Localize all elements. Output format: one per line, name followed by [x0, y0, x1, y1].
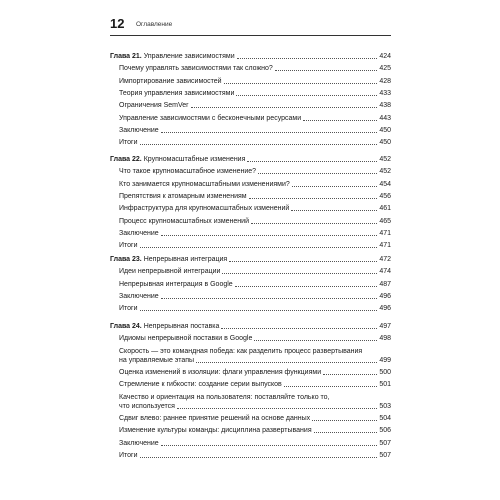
entry-page: 499 [379, 356, 391, 364]
entry-title: Заключение [119, 439, 159, 447]
entry-page: 450 [379, 127, 391, 135]
entry-page: 438 [379, 102, 391, 110]
dot-leader [236, 95, 377, 96]
entry-title: Итоги [119, 139, 138, 147]
entry-page: 428 [379, 77, 391, 85]
dot-leader [247, 161, 377, 162]
chapter-page: 472 [379, 256, 391, 263]
entry-title: Импортирование зависимостей [119, 77, 222, 85]
chapter-label: Глава 22. [110, 156, 142, 163]
toc-entry[interactable] [119, 89, 391, 98]
page-number: 12 [110, 16, 125, 31]
entry-title: Заключение [119, 230, 159, 238]
entry-page: 471 [379, 242, 391, 250]
toc-entry[interactable] [119, 439, 391, 448]
dot-leader [251, 223, 377, 224]
toc-entry[interactable] [119, 393, 391, 411]
entry-title: Итоги [119, 242, 138, 250]
chapter-page: 424 [379, 53, 391, 60]
entry-page: 452 [379, 168, 391, 176]
chapter-heading [110, 322, 219, 331]
entry-title: Идеи непрерывной интеграции [119, 268, 221, 276]
toc-entry[interactable] [119, 77, 391, 86]
dot-leader [196, 362, 377, 363]
chapter-title: Непрерывная интеграция [143, 256, 228, 263]
entry-title: Стремление к гибкости: создание серии выпусков [119, 381, 282, 389]
toc-entry[interactable] [119, 304, 391, 313]
entry-title: Препятствия к атомарным изменениям [119, 193, 247, 201]
entry-page: 501 [379, 381, 391, 389]
entry-title: Изменение культуры команды: дисциплина развертывания [119, 427, 312, 435]
dot-leader [161, 298, 378, 299]
entry-title: Инфраструктура для крупномасштабных изменений [119, 205, 290, 213]
entry-title: Ограничения SemVer [119, 102, 189, 110]
dot-leader [222, 273, 377, 274]
dot-leader [229, 261, 377, 262]
entry-page: 425 [379, 65, 391, 73]
chapter-label: Глава 23. [110, 256, 142, 263]
chapter-page: 497 [379, 323, 391, 330]
entry-title: Заключение [119, 127, 159, 135]
toc-entry[interactable] [119, 126, 391, 135]
toc-entry[interactable] [119, 426, 391, 435]
toc-entry[interactable] [119, 114, 391, 123]
chapter-title: Непрерывная поставка [143, 323, 220, 330]
dot-leader [291, 210, 377, 211]
toc-entry[interactable] [119, 267, 391, 276]
entry-title: Что такое крупномасштабное изменение? [119, 168, 257, 176]
dot-leader [161, 235, 378, 236]
entry-page: 450 [379, 139, 391, 147]
dot-leader [161, 132, 378, 133]
toc-chapter[interactable] [110, 52, 391, 61]
chapter-title: Управление зависимостями [143, 53, 235, 60]
dot-leader [258, 173, 377, 174]
entry-page: 507 [379, 439, 391, 447]
entry-page: 506 [379, 427, 391, 435]
toc-entry[interactable] [119, 180, 391, 189]
chapter-page: 452 [379, 156, 391, 163]
toc-entry[interactable] [119, 451, 391, 460]
entry-page: 496 [379, 293, 391, 301]
toc-entry[interactable] [119, 204, 391, 213]
chapter-heading [110, 155, 245, 164]
dot-leader [303, 120, 377, 121]
toc-chapter[interactable] [110, 255, 391, 264]
entry-page: 504 [379, 415, 391, 423]
entry-title: Непрерывная интеграция в Google [119, 280, 233, 288]
toc-chapter[interactable] [110, 322, 391, 331]
chapter-label: Глава 24. [110, 323, 142, 330]
entry-page: 471 [379, 230, 391, 238]
entry-title-line1: Качество и ориентация на пользователя: поставляйте только то, [119, 393, 330, 401]
toc-entry[interactable] [119, 241, 391, 250]
toc-entry[interactable] [119, 64, 391, 73]
toc-entry[interactable] [119, 380, 391, 389]
toc-entry[interactable] [119, 101, 391, 110]
entry-page: 433 [379, 90, 391, 98]
dot-leader [235, 286, 378, 287]
dot-leader [221, 328, 377, 329]
entry-title: Теория управления зависимостями [119, 90, 235, 98]
dot-leader [224, 83, 378, 84]
entry-page: 498 [379, 335, 391, 343]
entry-title-line1: Скорость — это командная победа: как разделить процесс развертывания [119, 347, 363, 355]
dot-leader [292, 186, 378, 187]
entry-page: 496 [379, 305, 391, 313]
toc-entry[interactable] [119, 368, 391, 377]
toc-entry[interactable] [119, 217, 391, 226]
entry-page: 456 [379, 193, 391, 201]
dot-leader [140, 310, 378, 311]
toc-entry[interactable] [119, 167, 391, 176]
toc-entry[interactable] [119, 347, 391, 365]
dot-leader [140, 457, 378, 458]
entry-page: 474 [379, 268, 391, 276]
entry-title: Идиомы непрерывной поставки в Google [119, 335, 253, 343]
dot-leader [284, 386, 378, 387]
entry-line2 [119, 402, 391, 411]
dot-leader [312, 420, 377, 421]
entry-title-line2: на управляемые этапы [119, 356, 195, 364]
toc-entry[interactable] [119, 292, 391, 301]
entry-title: Итоги [119, 452, 138, 460]
dot-leader [140, 247, 378, 248]
entry-page: 503 [379, 402, 391, 410]
entry-title: Оценка изменений в изоляции: флаги управления функциями [119, 369, 322, 377]
entry-page: 500 [379, 369, 391, 377]
entry-page: 507 [379, 452, 391, 460]
entry-title-line2: что используется [119, 402, 175, 410]
chapter-heading [110, 52, 235, 61]
running-title: Оглавление [136, 21, 173, 28]
dot-leader [275, 70, 378, 71]
entry-page: 487 [379, 280, 391, 288]
dot-leader [177, 408, 377, 409]
entry-title: Сдвиг влево: раннее принятие решений на основе данных [119, 415, 311, 423]
toc-entry[interactable] [119, 334, 391, 343]
dot-leader [191, 107, 378, 108]
entry-title: Почему управлять зависимостями так сложно? [119, 65, 273, 73]
dot-leader [323, 374, 377, 375]
entry-title: Процесс крупномасштабных изменений [119, 217, 249, 225]
entry-title: Управление зависимостями с бесконечными ресурсами [119, 114, 302, 122]
entry-page: 465 [379, 217, 391, 225]
dot-leader [249, 198, 378, 199]
entry-title: Итоги [119, 305, 138, 313]
chapter-title: Крупномасштабные изменения [143, 156, 246, 163]
entry-page: 454 [379, 180, 391, 188]
chapter-heading [110, 255, 227, 264]
entry-page: 461 [379, 205, 391, 213]
toc-entry[interactable] [119, 414, 391, 423]
entry-line2 [119, 356, 391, 365]
dot-leader [161, 445, 378, 446]
toc-entry[interactable] [119, 280, 391, 289]
toc-entry[interactable] [119, 229, 391, 238]
dot-leader [314, 432, 378, 433]
toc-entry[interactable] [119, 138, 391, 147]
dot-leader [140, 144, 378, 145]
dot-leader [237, 58, 378, 59]
chapter-label: Глава 21. [110, 53, 142, 60]
dot-leader [254, 340, 377, 341]
entry-title: Кто занимается крупномасштабными изменениями? [119, 180, 290, 188]
entry-title: Заключение [119, 293, 159, 301]
toc-entry[interactable] [119, 192, 391, 201]
entry-page: 443 [379, 114, 391, 122]
toc-chapter[interactable] [110, 155, 391, 164]
